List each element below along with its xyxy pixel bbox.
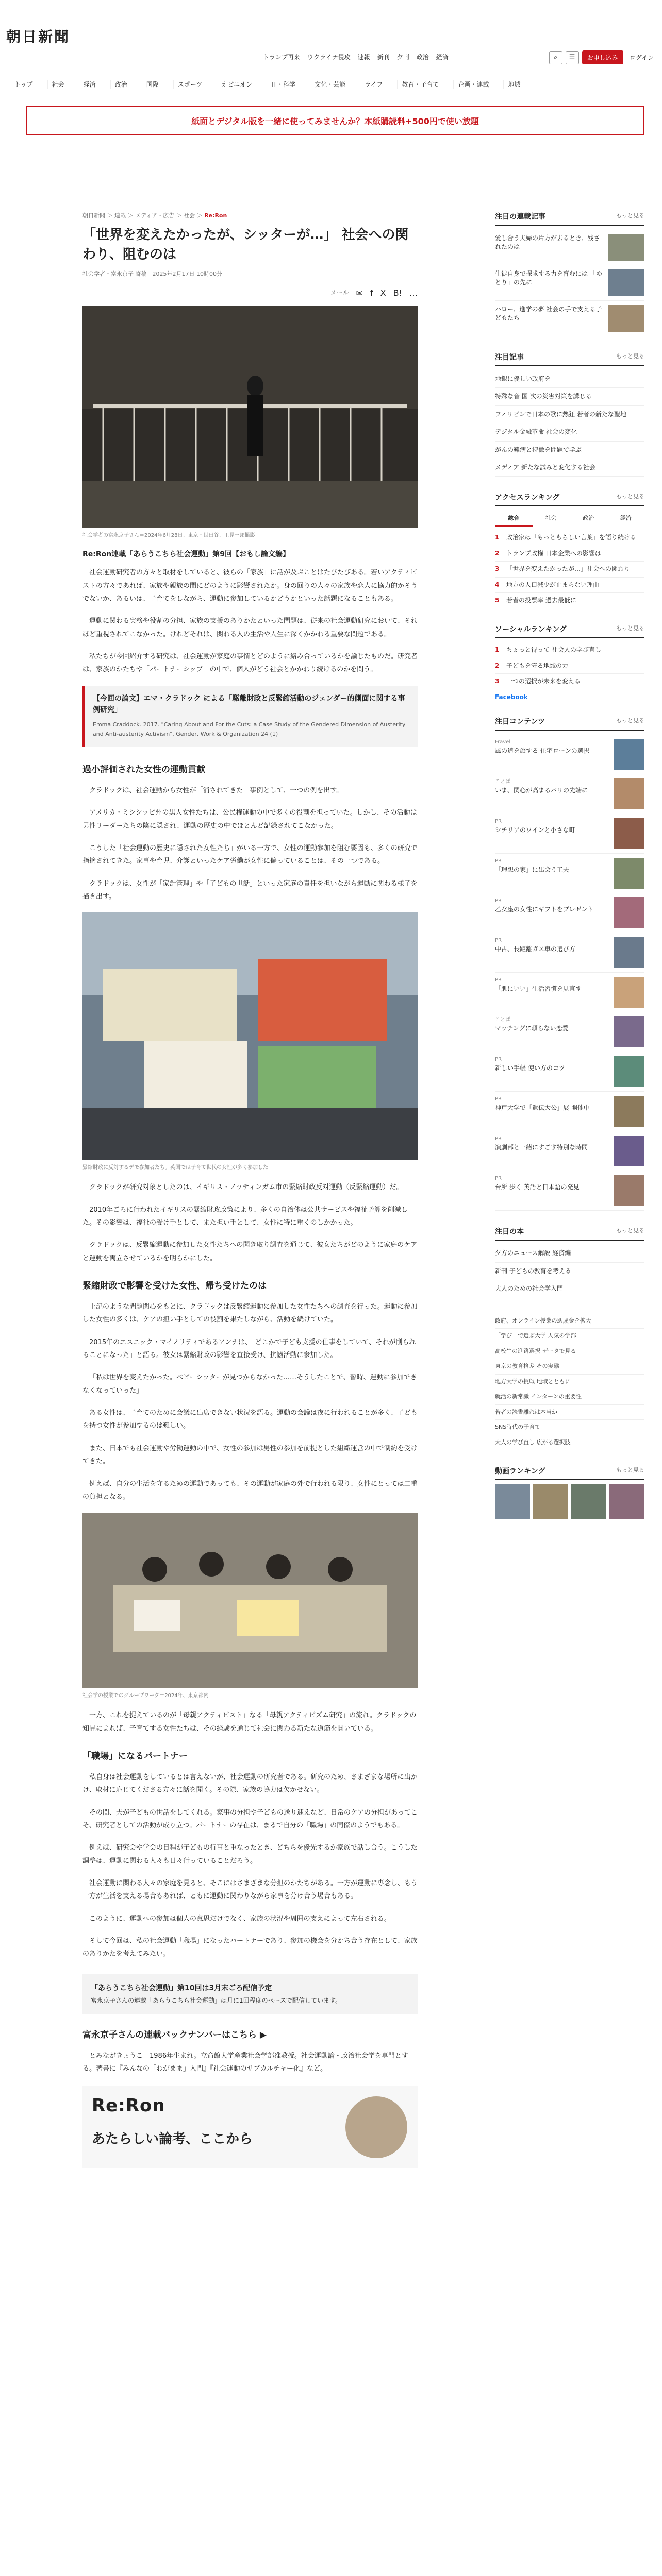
ranking-text: トランプ政権 日本企業への影響は [506, 549, 601, 557]
pickup-title: 「理想の家」に出会う工夫 [495, 866, 570, 873]
reron-banner-image [345, 2096, 407, 2158]
notice-item-text: ハロー、進学の夢 社会の手で支える子どもたち [495, 306, 602, 322]
reron-banner-text: あたらしい論考、ここから [92, 2131, 253, 2147]
pickup-title: 「肌にいい」生活習慣を見直す [495, 985, 582, 992]
nav-item[interactable]: 社会 [48, 80, 79, 89]
sidebar-link[interactable]: 若者の読書離れは本当か [495, 1405, 644, 1420]
paragraph: クラドックが研究対象としたのは、イギリス・ノッティンガム市の緊縮財政反対運動（反緊縮運動）だ。 [89, 1183, 403, 1192]
notice-item-thumb [608, 305, 644, 332]
pickup-title: いま、関心が高まるバリの先端に [495, 786, 588, 794]
paragraph: そして今回は、私の社会運動「職場」になったパートナーであり、参加の機会を分かち合う存在として、家族のありかたを考えてみたい。 [82, 1937, 418, 1958]
ranking-text: 政治家は「もっともらしい言葉」を語り続ける [506, 534, 637, 541]
pickup-label: ことば [495, 779, 510, 785]
pickup-item[interactable] [495, 893, 644, 933]
social-number: 3 [495, 677, 500, 685]
notice-list [495, 230, 644, 336]
sidebar [495, 211, 644, 1519]
notice-item-text: 生徒自身で探求する力を育むには 「ゆとり」の先に [495, 270, 602, 286]
pickup-label: PR [495, 1176, 502, 1182]
ranking-item[interactable] [495, 546, 644, 562]
reference-title: 【今回の論文】エマ・クラドック による「駆離財政と反緊縮活動のジェンダー的側面に関する事例研究」 [93, 694, 405, 715]
pickup-thumb [614, 818, 644, 849]
subscribe-button[interactable]: お申し込み [582, 50, 623, 64]
ranking-tabs [495, 511, 644, 527]
pickup-thumb [614, 1136, 644, 1166]
share-icon[interactable]: B! [393, 288, 402, 298]
pickup-thumb [614, 937, 644, 968]
social-item[interactable] [495, 658, 644, 674]
ranking-item[interactable] [495, 578, 644, 593]
pickup-text [495, 778, 608, 809]
profile-link[interactable]: 富永京子さんの連載バックナンバーはこちら ▶ [82, 2029, 267, 2040]
link-list [495, 1314, 644, 1451]
pickup-title: 台所 歩く 英語と日本語の発見 [495, 1183, 580, 1191]
global-nav [0, 75, 662, 93]
paragraph: クラドックは、社会運動から女性が「消されてきた」事例として、一つの例を出す。 [89, 786, 343, 794]
pickup-text [495, 977, 608, 1008]
video-thumb[interactable] [571, 1484, 606, 1519]
ranking-number: 4 [495, 581, 500, 588]
pickup-thumb [614, 897, 644, 928]
ranking-item[interactable] [495, 593, 644, 608]
pickup-label: PR [495, 1096, 502, 1103]
ranking-tab[interactable]: 社会 [545, 515, 557, 522]
ranking-text: 「世界を変えたかったが…」社会への関わり [506, 565, 631, 573]
top-link[interactable]: 経済 [436, 54, 449, 61]
sidebar-link[interactable]: 東京の教育格差 その実態 [495, 1359, 644, 1375]
pickup-label: PR [495, 977, 502, 984]
pickup-text [495, 937, 608, 968]
top-link[interactable]: トランプ再来 [263, 54, 301, 61]
notice-item-text: 愛し合う夫婦の片方が去るとき、残されたのは [495, 234, 600, 251]
nav-item[interactable]: IT・科学 [267, 80, 310, 89]
paragraphs-6 [82, 1771, 418, 1961]
ranking-number: 5 [495, 596, 500, 604]
section-heading-b: 緊縮財政で影響を受けた女性、帰ち受けたのは [82, 1281, 267, 1292]
sidebar-link[interactable]: 「学び」で選ぶ大学 人気の学部 [495, 1329, 644, 1344]
paragraph: 上記のような問題関心をもとに、クラドックは反緊縮運動に参加した女性たちへの調査を行った。運動に参加した女性の多くは、ケアの担い手としての役割を果たしながら、活動を続けていた。 [82, 1303, 418, 1324]
pickup-item[interactable] [495, 1052, 644, 1092]
nav-item[interactable]: トップ [10, 80, 48, 89]
pickup-list [495, 735, 644, 1211]
pickup-text [495, 858, 608, 889]
facebook-link[interactable]: Facebook [495, 693, 528, 701]
site-header [0, 0, 662, 45]
bookmark-button[interactable]: メール [330, 289, 349, 297]
ranking-number: 1 [495, 534, 500, 541]
site-logo[interactable]: 朝日新聞 [6, 28, 71, 45]
author-profile: とみながきょうこ 1986年生まれ。立命館大学産業社会学部准教授。社会運動論・政治社会学を専門とする。著書に『みんなの「わがまま」入門』『社会運動のサブカルチャー化』など。 [82, 2052, 408, 2073]
pickup-label: PR [495, 858, 502, 865]
paragraph: また、日本でも社会運動や労働運動の中で、女性の参加は男性の参加を前提とした組織運営の中で制約を受けてきた。 [82, 1444, 418, 1466]
pickup-label: Fravel [495, 739, 511, 745]
pickup-text [495, 739, 608, 770]
share-bar [82, 288, 418, 298]
pickup-title: 中古、長距離ガス車の選び方 [495, 945, 576, 953]
paragraph: 「私は世界を変えたかった。ベビーシッターが見つからなかった……そうしたことで、暫時、運動に参加できなくなっていった」 [82, 1374, 417, 1395]
ranking-item[interactable] [495, 530, 644, 546]
ranking-tab[interactable]: 政治 [583, 515, 594, 522]
pickup-thumb [614, 739, 644, 770]
social-section-header: ソーシャルランキング もっと見る [495, 624, 644, 638]
protest-photo [82, 912, 418, 1160]
topics-section-header: 注目記事 もっと見る [495, 352, 644, 366]
social-text: 一つの選択が未来を変える [506, 677, 581, 685]
lead-heading: Re:Ron連載「あらうこちら社会運動」第9回【おもし論文編】 [82, 550, 290, 559]
promo-banner[interactable]: 紙面とデジタル版を一緒に使ってみませんか？本紙購読料+500円で使い放題 [26, 106, 644, 135]
pickup-label: PR [495, 1057, 502, 1063]
pickup-title: 演劇部と一緒にすごす特別な時間 [495, 1143, 588, 1151]
pickup-thumb [614, 977, 644, 1008]
social-text: ちょっと待って 社会人の学び直し [506, 646, 601, 654]
share-icon[interactable]: ✉ [356, 288, 363, 298]
video-thumb[interactable] [533, 1484, 568, 1519]
pickup-title: 風の道を旅する 住宅ローンの選択 [495, 747, 590, 754]
ranking-list [495, 530, 644, 608]
paragraph: アメリカ・ミシシッピ州の黒人女性たちは、公民権運動の中で多くの役割を担っていた。しかし、その活動は男性リーダーたちの陰に隠され、運動の歴史の中でほとんど記録されてこなかった。 [82, 809, 417, 830]
article-photo-2 [82, 912, 418, 1160]
section-heading-c: 「職場」になるパートナー [82, 1751, 188, 1761]
ranking-tab[interactable]: 経済 [620, 515, 632, 522]
top-link[interactable]: 夕刊 [396, 54, 409, 61]
paragraphs-1 [82, 566, 418, 676]
breadcrumb-item[interactable]: メディア・広告 [135, 212, 175, 219]
pickup-label: PR [495, 898, 502, 904]
breadcrumb-item[interactable]: 社会 [184, 212, 195, 219]
pickup-thumb [614, 1016, 644, 1047]
video-ranking-header: 動画ランキング もっと見る [495, 1466, 644, 1480]
nav-item[interactable]: 文化・芸能 [310, 80, 360, 89]
reron-logo: Re:Ron [92, 2095, 166, 2116]
nav-item[interactable]: スポーツ [174, 80, 218, 89]
pickup-title: 乙女座の女性にギフトをプレゼント [495, 905, 594, 913]
notice-item[interactable] [495, 265, 644, 301]
paragraph: 例えば、研究会や学会の日程が子どもの行事と重なったとき、どちらを優先するか家族で話し合う。こうした調整は、運動に関わる人々も日々行っていることだろう。 [82, 1844, 418, 1865]
sidebar-link[interactable]: 地方大学の挑戦 地域とともに [495, 1375, 644, 1390]
sidebar-link[interactable]: 大人の学び直し 広がる選択肢 [495, 1435, 644, 1451]
menu-icon[interactable]: ☰ [566, 51, 579, 64]
breadcrumb-item[interactable]: Re:Ron [204, 212, 227, 219]
topic-item[interactable]: フィリピンで日本の歌に熱狂 若者の新たな聖地 [495, 406, 644, 423]
pickup-item[interactable] [495, 774, 644, 814]
book-item[interactable]: 夕方のニュース解説 経済編 [495, 1245, 644, 1262]
article-main [82, 211, 418, 2168]
paragraph: 一方、これを捉えているのが「母親アクティビスト」なる「母親アクティビズム研究」の流れ。クラドックの知見によれば、子育てする女性たちは、その経験を通じて社会に関わる新たな道筋を開いている。 [82, 1711, 417, 1733]
pickup-thumb [614, 1096, 644, 1127]
photo-caption-3: 社会学の授業でのグループワーク＝2024年、東京都内 [82, 1693, 209, 1699]
book-item[interactable]: 大人のための社会学入門 [495, 1280, 644, 1298]
pickup-label: PR [495, 819, 502, 825]
notice-item[interactable] [495, 301, 644, 336]
article-title: 「世界を変えたかったが、シッターが…」 社会への関わり、阻むのは [82, 227, 409, 262]
top-link[interactable]: ウクライナ侵攻 [307, 54, 351, 61]
books-section-header: 注目の本 もっと見る [495, 1226, 644, 1241]
nav-item[interactable]: 経済 [79, 80, 111, 89]
breadcrumb-item[interactable]: 連載 [114, 212, 126, 219]
sidebar-link[interactable]: 高校生の進路選択 データで見る [495, 1344, 644, 1360]
pickup-thumb [614, 858, 644, 889]
next-episode-notice [82, 1974, 418, 2014]
topics-list [495, 370, 644, 477]
photo-caption-2: 緊縮財政に反対するデモ参加者たち。英国では子育て世代の女性が多く参加した [82, 1165, 268, 1171]
pickup-item[interactable] [495, 1131, 644, 1171]
top-links [263, 53, 449, 61]
pickup-label: ことば [495, 1017, 510, 1023]
notice-item-thumb [608, 269, 644, 296]
paragraph: 社会運動研究者の方々と取材をしていると、彼らの「家族」に話が及ぶことはたびたびある。若いアクティビストの方々であれば、家族や親族の間にどのように影響されたか。身の回りの人々の家族や恋人に協力的かそうでないか、あるいは、子育てをしながら、運動に参加しているかどうかといった話題になることもある。 [82, 569, 418, 603]
paragraph: クラドックは、女性が「家計管理」や「子どもの世話」といった家庭の責任を担いながら運動に関わる様子を描き出す。 [82, 879, 418, 901]
ranking-number: 2 [495, 549, 500, 557]
pickup-title: 神戸大学で「遺伝大公」展 開催中 [495, 1104, 590, 1111]
topic-item[interactable]: がんの難病と特徴を問題で学ぶ [495, 442, 644, 459]
paragraph: 社会運動に関わる人々の家庭を見ると、そこにはさまざまな分担のかたちがある。一方が運動に専念し、もう一方が生活を支える場合もあれば、ともに運動に関わりながら家事を分け合う場合もある。 [82, 1879, 418, 1901]
notice-item[interactable] [495, 230, 644, 265]
paragraph: 2015年のエスニック・マイノリティであるアンナは、「どこかで子ども支援の仕事をしていて、それが削られることになった」と語る。彼女は緊縮財政の影響を直接受け、抗議活動に参加した。 [82, 1338, 416, 1360]
header-actions [549, 50, 657, 64]
pickup-label: PR [495, 938, 502, 944]
article-byline: 社会学者・富永京子 寄稿 2025年2月17日 10時00分 [82, 270, 222, 278]
ranking-text: 地方の人口減少が止まらない理由 [506, 581, 600, 588]
nav-item[interactable]: オピニオン [217, 80, 267, 89]
pickup-text [495, 1175, 608, 1206]
nav-item[interactable]: 企画・連載 [454, 80, 504, 89]
ranking-number: 3 [495, 565, 500, 573]
paragraphs-5 [82, 1709, 418, 1735]
sidebar-link[interactable]: SNS時代の子育て [495, 1420, 644, 1435]
social-item[interactable] [495, 674, 644, 689]
search-icon[interactable]: ⌕ [549, 51, 562, 64]
pickup-text [495, 1096, 608, 1127]
pickup-item[interactable] [495, 1092, 644, 1131]
video-thumb[interactable] [609, 1484, 644, 1519]
books-list [495, 1245, 644, 1298]
reference-citation: Emma Craddock. 2017. "Caring About and For the Cuts: a Case Study of the Gendered Dimension of Austerity and Anti-austerity Activism", Gender, Work & Organization 24 (1) [93, 721, 406, 738]
sidebar-link[interactable]: 就活の新常識 インターンの重要性 [495, 1389, 644, 1405]
top-link[interactable]: 新刊 [377, 54, 390, 61]
top-link[interactable]: 速報 [357, 54, 370, 61]
nav-item[interactable]: 教育・子育て [398, 80, 454, 89]
classroom-photo [82, 1513, 418, 1688]
notice-item-thumb [608, 234, 644, 261]
video-thumbnails [495, 1484, 644, 1519]
notice-body: 富永京子さんの連載「あらうこちら社会運動」は月に1回程度のペースで配信しています。 [91, 1996, 342, 2004]
nav-item[interactable]: ライフ [360, 80, 398, 89]
photo-caption-1: 社会学者の富永京子さん＝2024年6月28日、東京・世田谷、里見一郎撮影 [82, 533, 255, 539]
topic-item[interactable]: 地銀に優しい政府を [495, 370, 644, 388]
ranking-tab[interactable]: 総合 [495, 511, 533, 527]
paragraphs-3 [82, 1181, 418, 1265]
paragraph: その間、夫が子どもの世話をしてくれる。家事の分担や子どもの送り迎えなど、日常のケアの分担があってこそ、研究者としての活動が成り立つ。パートナーの存在は、まるで自分の「職場」の同僚のようでもある。 [82, 1808, 418, 1829]
pickup-label: PR [495, 1136, 502, 1142]
nav-item[interactable]: 国際 [142, 80, 174, 89]
pickup-title: マッチングに頼らない恋愛 [495, 1024, 569, 1032]
ranking-text: 若者の投票率 過去最低に [506, 596, 576, 604]
pickup-title: 新しい手帳 使い方のコツ [495, 1064, 565, 1072]
reron-banner[interactable] [82, 2086, 418, 2168]
paragraphs-2 [82, 784, 418, 903]
portrait-photo [82, 306, 418, 528]
paragraph: ある女性は、子育てのために会議に出席できない状況を語る。運動の会議は夜に行われることが多く、子どもを持つ女性が参加するのは難しい。 [82, 1409, 418, 1430]
social-list [495, 642, 644, 689]
notice-title: 「あらうこちら社会運動」第10回は3月末ごろ配信予定 [91, 1984, 272, 1992]
share-icon[interactable]: X [380, 288, 386, 298]
pickup-item[interactable] [495, 735, 644, 774]
paragraph: このように、運動への参加は個人の意思だけでなく、家族の状況や周囲の支えによって左右される。 [89, 1914, 391, 1923]
paragraph: 私たちが今回紹介する研究は、社会運動が家庭の事情とどのように絡み合っているかを論じたものだ。研究者は、家族のかたちや「パートナーシップ」の中で、個人がどう社会とかかわり続けるのかを問う。 [82, 653, 418, 674]
breadcrumb: 朝日新聞 ＞ 連載 ＞ メディア・広告 ＞ 社会 ＞ Re:Ron [82, 212, 227, 219]
nav-item[interactable]: 地域 [504, 80, 535, 89]
top-link[interactable]: 政治 [416, 54, 429, 61]
pickup-text [495, 1016, 608, 1047]
nav-item[interactable]: 政治 [111, 80, 142, 89]
pickup-item[interactable] [495, 814, 644, 854]
pickup-item[interactable] [495, 973, 644, 1012]
article-photo-3 [82, 1513, 418, 1688]
pickup-text [495, 1056, 608, 1087]
topic-item[interactable]: メディア 新たな試みと変化する社会 [495, 459, 644, 477]
login-link[interactable]: ログイン [629, 54, 654, 61]
pickup-thumb [614, 1056, 644, 1087]
pickup-item[interactable] [495, 933, 644, 973]
ranking-item[interactable] [495, 562, 644, 577]
pickup-thumb [614, 1175, 644, 1206]
paragraph: クラドックは、反緊縮運動に参加した女性たちへの聞き取り調査を通じて、彼女たちがどのように家庭のケアと運動を両立させているかを明らかにした。 [82, 1241, 418, 1262]
social-number: 2 [495, 662, 500, 669]
pickup-text [495, 818, 608, 849]
video-thumb[interactable] [495, 1484, 530, 1519]
reference-box [82, 686, 418, 747]
pickup-item[interactable] [495, 854, 644, 893]
social-text: 子どもを守る地域の力 [506, 662, 569, 669]
paragraph: 2010年ごろに行われたイギリスの緊縮財政政策により、多くの自治体は公共サービスや福祉予算を削減した。その影響は、福祉の受け手として、また担い手として、女性に特に重くのしかかった。 [82, 1206, 408, 1227]
paragraph: 運動に関わる実務や役割の分担、家族の支援のありかたといった問題は、従来の社会運動研究において、それほど重視されてこなかった。けれどそれは、関わる人の生活や人生に深くかかわる重要な問題である。 [82, 617, 418, 638]
pickup-text [495, 1136, 608, 1166]
paragraphs-4 [82, 1300, 418, 1503]
ranking-section-header: アクセスランキング もっと見る [495, 492, 644, 506]
breadcrumb-item[interactable]: 朝日新聞 [82, 212, 105, 219]
pickup-text [495, 897, 608, 928]
pickup-section-header: 注目コンテンツ もっと見る [495, 716, 644, 731]
section-heading-a: 過小評価された女性の運動貢献 [82, 764, 205, 775]
paragraph: 例えば、自分の生活を守るための運動であっても、その運動が家庭の外で行われる限り、女性にとっては二重の負担となる。 [82, 1480, 418, 1501]
social-number: 1 [495, 646, 500, 654]
topic-item[interactable]: デジタル金融革命 社会の変化 [495, 423, 644, 441]
social-item[interactable] [495, 642, 644, 658]
pickup-item[interactable] [495, 1012, 644, 1052]
article-photo-1 [82, 306, 418, 528]
paragraph: 私自身は社会運動をしているとは言えないが、社会運動の研究者である。研究のため、さまざまな場所に出かけ、取材に応じてくださる方々に話を聞く。その際、家族の協力は欠かせない。 [82, 1773, 418, 1794]
pickup-thumb [614, 778, 644, 809]
share-icon[interactable]: f [370, 288, 373, 298]
sidebar-link[interactable]: 政府、オンライン授業の助成金を拡大 [495, 1314, 644, 1329]
share-icon[interactable]: … [409, 288, 418, 298]
pickup-title: シチリアのワインと小さな町 [495, 826, 575, 834]
book-item[interactable]: 新刊 子どもの教育を考える [495, 1263, 644, 1280]
notice-section-header: 注目の連載記事 もっと見る [495, 211, 644, 226]
topic-item[interactable]: 特殊な音 国 次の災害対策を講じる [495, 388, 644, 405]
pickup-item[interactable] [495, 1171, 644, 1211]
paragraph: こうした「社会運動の歴史に隠された女性たち」がいる一方で、女性の運動参加を阻む要因も、多くの研究で指摘されてきた。家事や育児、介護といったケア労働が女性に偏っていることは、その一つである。 [82, 844, 418, 866]
